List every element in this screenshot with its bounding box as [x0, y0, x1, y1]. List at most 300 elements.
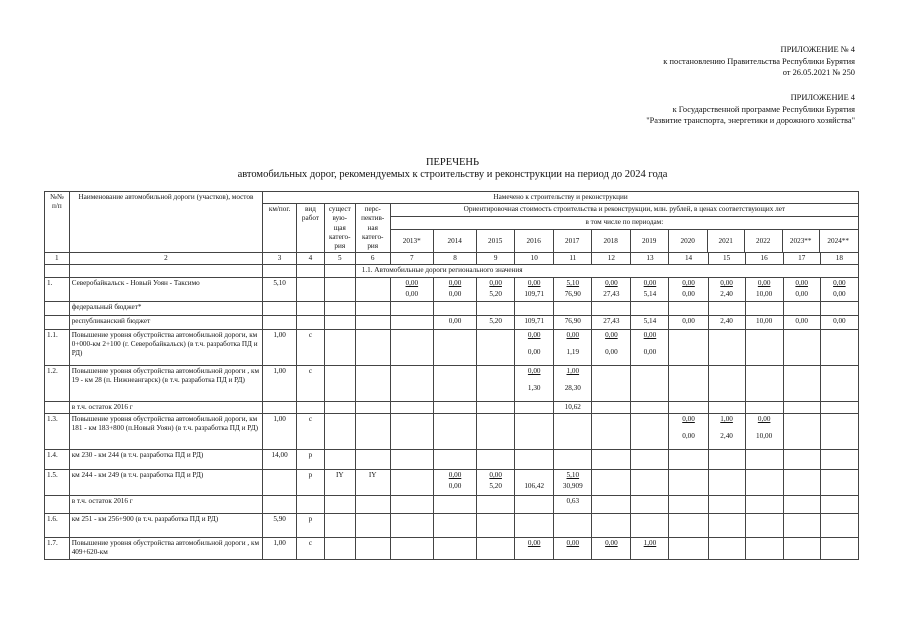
- value-bottom: 5,20: [489, 289, 502, 298]
- table-cell: [355, 413, 390, 449]
- year-header: 2024**: [827, 236, 849, 245]
- year-value: [477, 413, 515, 449]
- value-bottom: 76,90: [564, 289, 581, 298]
- year-value: [669, 413, 708, 449]
- table-cell: [355, 495, 390, 513]
- appendix-line: к постановлению Правительства Республики Бурятия: [663, 56, 855, 66]
- table-row-1-5-remainder: [45, 495, 859, 513]
- column-number: 4: [297, 253, 325, 265]
- year-value: 0,00: [554, 537, 592, 559]
- table-cell: [592, 401, 631, 413]
- table-row-1-4: [45, 449, 859, 469]
- year-value: [631, 277, 669, 301]
- value-top: 1,00: [566, 366, 580, 375]
- year-value: 109,71: [515, 315, 554, 329]
- year-value: [477, 469, 515, 495]
- row-num: 1.4.: [45, 449, 70, 469]
- year-value: [745, 469, 783, 495]
- row-work: с: [297, 365, 325, 401]
- table-cell: [324, 401, 355, 413]
- table-row-1-5: [45, 469, 859, 495]
- table-cell: [745, 401, 783, 413]
- table-cell: [433, 495, 476, 513]
- row-km: 14,00: [263, 449, 297, 469]
- row-work: р: [297, 469, 325, 495]
- table-cell: [297, 401, 325, 413]
- appendix-title: ПРИЛОЖЕНИЕ № 4: [780, 45, 855, 54]
- table-cell: [783, 301, 820, 315]
- row-cat-exist: IY: [324, 469, 355, 495]
- table-cell: [708, 495, 745, 513]
- table-cell: [45, 495, 70, 513]
- year-header: 2016: [515, 230, 554, 252]
- year-value: [669, 365, 708, 401]
- row-work: с: [297, 537, 325, 559]
- value-top: 0,00: [757, 414, 771, 423]
- row-km: 5,90: [263, 513, 297, 537]
- table-cell: [820, 495, 858, 513]
- year-value: 0,00: [592, 537, 631, 559]
- table-cell: [745, 301, 783, 315]
- year-value: [669, 277, 708, 301]
- year-value: 5,20: [477, 315, 515, 329]
- year-value: [783, 329, 820, 365]
- year-value: [820, 469, 858, 495]
- section-row: [45, 265, 859, 277]
- table-cell: [477, 495, 515, 513]
- row-work: р: [297, 513, 325, 537]
- table-row-1-3: [45, 413, 859, 449]
- table-cell: [324, 301, 355, 315]
- appendix-line: к Государственной программе Республики Бурятия: [672, 104, 855, 114]
- column-number: 11: [554, 253, 592, 265]
- table-cell: [631, 401, 669, 413]
- table-cell: [355, 537, 390, 559]
- table-cell: [631, 513, 669, 537]
- value-top: 0,00: [448, 470, 462, 479]
- row-name: Повышение уровня обустройства автомобильной дороги , км 409+620-км: [69, 537, 262, 559]
- row-cat-persp: IY: [355, 469, 390, 495]
- year-value: [631, 469, 669, 495]
- table-cell: [433, 401, 476, 413]
- table-cell: [820, 401, 858, 413]
- value-top: 0,00: [489, 470, 502, 479]
- row-name: Повышение уровня обустройства автомобильной дороги, км 181 - км 183+800 (п.Новый Уоян) (в т.ч. разработка ПД и РД): [69, 413, 262, 449]
- year-header: 2018: [592, 230, 631, 252]
- table-cell: [745, 513, 783, 537]
- row-num: 1.3.: [45, 413, 70, 449]
- value-top: [517, 471, 551, 480]
- table-cell: [554, 513, 592, 537]
- column-number: 1: [45, 253, 70, 265]
- year-header: 2014: [434, 230, 477, 252]
- row-name: Северобайкальск - Новый Уоян - Таксимо: [69, 277, 262, 301]
- table-cell: [263, 469, 297, 495]
- row-work: р: [297, 449, 325, 469]
- row-num: 1.2.: [45, 365, 70, 401]
- value-bottom: 30,909: [562, 482, 583, 491]
- row-name: км 251 - км 256+900 (в т.ч. разработка ПД и РД): [69, 513, 262, 537]
- row-num: 1.7.: [45, 537, 70, 559]
- year-header: 2021: [708, 230, 745, 252]
- year-value: [783, 469, 820, 495]
- table-cell: [515, 449, 554, 469]
- year-header: 2015: [477, 230, 515, 252]
- table-cell: [745, 495, 783, 513]
- table-cell: [477, 513, 515, 537]
- table-cell: [515, 301, 554, 315]
- year-value: [554, 413, 592, 449]
- table-cell: [263, 301, 297, 315]
- table-cell: [515, 513, 554, 537]
- year-header: 2022: [745, 230, 783, 252]
- table-row-1-2-remainder: [45, 401, 859, 413]
- table-cell: [324, 315, 355, 329]
- year-header: 2013*: [391, 230, 434, 252]
- year-value: [433, 365, 476, 401]
- col-header-num: №№ п/п: [45, 192, 70, 253]
- year-value: [592, 365, 631, 401]
- year-header: 2023**: [783, 230, 820, 252]
- col-header-periods-cell: [390, 216, 858, 252]
- year-value: [592, 413, 631, 449]
- roads-table: [44, 191, 859, 560]
- column-number: 13: [631, 253, 669, 265]
- value-top: 0,00: [682, 278, 695, 287]
- year-value: [592, 329, 631, 365]
- row-cat-exist: [324, 277, 355, 301]
- table-cell: [297, 495, 325, 513]
- year-value: [745, 329, 783, 365]
- row-name: республиканский бюджет: [69, 315, 262, 329]
- column-number: 5: [324, 253, 355, 265]
- value-bottom: 0,00: [643, 347, 657, 356]
- table-cell: [433, 537, 476, 559]
- table-cell: [783, 513, 820, 537]
- year-value: 0,63: [554, 495, 592, 513]
- column-number: 12: [592, 253, 631, 265]
- appendix-header-decree: [663, 44, 855, 79]
- row-km: 1,00: [263, 365, 297, 401]
- table-cell: [745, 449, 783, 469]
- row-name: км 244 - км 249 (в т.ч. разработка ПД и РД): [69, 469, 262, 495]
- row-work: с: [297, 329, 325, 365]
- year-value: [390, 315, 433, 329]
- value-bottom: 2,40: [720, 289, 733, 298]
- table-cell: [554, 301, 592, 315]
- table-cell: [783, 449, 820, 469]
- year-value: [477, 329, 515, 365]
- column-number: 3: [263, 253, 297, 265]
- value-bottom: 1,19: [566, 347, 580, 356]
- year-header: 2020: [669, 230, 708, 252]
- year-value: [820, 277, 858, 301]
- value-bottom: 0,00: [795, 289, 808, 298]
- year-value: [433, 413, 476, 449]
- year-value: [631, 365, 669, 401]
- table-row-1-6: [45, 513, 859, 537]
- value-bottom: 106,42: [524, 482, 545, 491]
- value-bottom: 0,00: [682, 432, 695, 441]
- value-top: 0,00: [605, 278, 618, 287]
- value-top: 0,00: [566, 330, 580, 339]
- row-km: 1,00: [263, 413, 297, 449]
- table-cell: [708, 301, 745, 315]
- value-top: 0,00: [605, 330, 618, 339]
- col-header-name: Наименование автомобильной дороги (участков), мостов: [69, 192, 262, 253]
- row-km: 1,00: [263, 537, 297, 559]
- year-header-row: [391, 230, 858, 252]
- table-cell: [708, 537, 745, 559]
- row-km: 1,00: [263, 329, 297, 365]
- column-number: 18: [820, 253, 858, 265]
- row-cat-persp: [355, 277, 390, 301]
- table-row-1-7: [45, 537, 859, 559]
- table-cell: [355, 401, 390, 413]
- year-value: [515, 329, 554, 365]
- year-value: [592, 469, 631, 495]
- value-bottom: 0,00: [527, 347, 541, 356]
- table-cell: [783, 495, 820, 513]
- value-bottom: 0,00: [448, 482, 462, 491]
- appendix-title: ПРИЛОЖЕНИЕ 4: [790, 93, 855, 102]
- col-header-planned: Намечено к строительству и реконструкции: [263, 192, 859, 204]
- year-value: [708, 277, 745, 301]
- year-value: [433, 329, 476, 365]
- value-bottom: 0,00: [405, 289, 419, 298]
- value-top: 0,00: [527, 366, 541, 375]
- year-value: [433, 277, 476, 301]
- table-cell: [324, 513, 355, 537]
- table-cell: [355, 329, 390, 365]
- year-value: [783, 413, 820, 449]
- year-value: 1,00: [631, 537, 669, 559]
- year-value: [631, 329, 669, 365]
- value-top: 0,00: [682, 414, 695, 423]
- year-value: [515, 413, 554, 449]
- value-top: 0,00: [405, 278, 419, 287]
- column-number: 16: [745, 253, 783, 265]
- table-cell: [355, 301, 390, 315]
- table-cell: [390, 495, 433, 513]
- document-subtitle: автомобильных дорог, рекомендуемых к строительству и реконструкции на период до 2024 года: [237, 169, 668, 180]
- table-cell: [592, 449, 631, 469]
- table-row-federal: [45, 301, 859, 315]
- header-row-1: [45, 192, 859, 204]
- col-header-category-existing: сущест вую- щая катего- рия: [324, 204, 355, 253]
- year-value: [820, 365, 858, 401]
- section-title: 1.1. Автомобильные дороги регионального значения: [355, 265, 858, 277]
- year-header: 2017: [554, 230, 592, 252]
- row-name: в т.ч. остаток 2016 г: [69, 401, 262, 413]
- table-cell: [477, 301, 515, 315]
- table-cell: [263, 495, 297, 513]
- table-cell: [390, 449, 433, 469]
- table-cell: [263, 401, 297, 413]
- value-bottom: 27,43: [603, 289, 620, 298]
- table-cell: [355, 315, 390, 329]
- row-name: Повышение уровня обустройства автомобильной дороги, км 0+000-км 2+100 (г. Северобайкальск) (в т.ч. разработка ПД и РД): [69, 329, 262, 365]
- table-cell: [515, 401, 554, 413]
- year-value: 0,00: [669, 315, 708, 329]
- value-top: 0,00: [527, 278, 541, 287]
- table-cell: [390, 401, 433, 413]
- table-cell: [433, 513, 476, 537]
- value-bottom: 2,40: [720, 432, 733, 441]
- table-cell: [477, 537, 515, 559]
- value-top: 0,00: [720, 278, 733, 287]
- table-cell: [477, 449, 515, 469]
- year-value: [515, 469, 554, 495]
- row-num: 1.: [45, 277, 70, 301]
- table-row-road: [45, 277, 859, 301]
- year-value: [390, 365, 433, 401]
- table-cell: [390, 537, 433, 559]
- col-header-km: км/пог.: [263, 204, 297, 253]
- value-bottom: 0,00: [682, 289, 695, 298]
- table-cell: [669, 449, 708, 469]
- year-value: [669, 329, 708, 365]
- table-cell: [669, 301, 708, 315]
- table-cell: [669, 401, 708, 413]
- value-bottom: 5,20: [489, 482, 502, 491]
- year-value: [477, 277, 515, 301]
- value-top: 0,00: [757, 278, 771, 287]
- year-value: [390, 469, 433, 495]
- table-cell: [297, 315, 325, 329]
- value-top: 0,00: [489, 278, 502, 287]
- year-value: [390, 413, 433, 449]
- table-row-1-2: [45, 365, 859, 401]
- row-work: [297, 277, 325, 301]
- table-cell: [745, 537, 783, 559]
- value-top: 0,00: [448, 278, 462, 287]
- year-value: 0,00: [820, 315, 858, 329]
- value-bottom: 1,30: [527, 383, 541, 392]
- table-cell: [355, 513, 390, 537]
- table-cell: [355, 449, 390, 469]
- year-value: [554, 329, 592, 365]
- table-cell: [324, 329, 355, 365]
- year-value: [745, 365, 783, 401]
- value-bottom: 0,00: [448, 289, 462, 298]
- year-header: 2019: [631, 230, 669, 252]
- value-top: 0,00: [795, 278, 808, 287]
- table-cell: [783, 537, 820, 559]
- column-number: 15: [708, 253, 745, 265]
- year-value: [477, 365, 515, 401]
- value-top: 5,10: [566, 278, 580, 287]
- table-cell: [390, 513, 433, 537]
- table-cell: [324, 413, 355, 449]
- table-cell: [263, 315, 297, 329]
- table-cell: [708, 513, 745, 537]
- table-cell: [45, 401, 70, 413]
- table-cell: [820, 513, 858, 537]
- year-value: [515, 365, 554, 401]
- row-num: 1.1.: [45, 329, 70, 365]
- table-cell: [820, 537, 858, 559]
- row-name: Повышение уровня обустройства автомобильной дороги , км 19 - км 28 (п. Нижнеангарск) (в т.ч. разработка ПД и РД): [69, 365, 262, 401]
- year-value: [745, 413, 783, 449]
- table-cell: [324, 537, 355, 559]
- col-header-periods: в том числе по периодам:: [391, 217, 858, 229]
- value-top: 0,00: [643, 278, 657, 287]
- table-cell: [45, 315, 70, 329]
- year-value: [669, 469, 708, 495]
- table-cell: [324, 449, 355, 469]
- year-value: [708, 469, 745, 495]
- row-name: км 230 - км 244 (в т.ч. разработка ПД и РД): [69, 449, 262, 469]
- year-value: [820, 329, 858, 365]
- year-value: [390, 329, 433, 365]
- year-value: [433, 469, 476, 495]
- year-value: [390, 277, 433, 301]
- table-row-1-1: [45, 329, 859, 365]
- year-value: 0,00: [783, 315, 820, 329]
- appendix-date: от 26.05.2021 № 250: [782, 68, 855, 77]
- year-value: 2,40: [708, 315, 745, 329]
- year-value: [820, 413, 858, 449]
- table-cell: [631, 301, 669, 315]
- value-top: 1,00: [720, 414, 733, 423]
- year-value: [554, 365, 592, 401]
- year-value: [783, 365, 820, 401]
- table-cell: [324, 365, 355, 401]
- year-value: 27,43: [592, 315, 631, 329]
- value-bottom: 0,00: [833, 289, 846, 298]
- table-cell: [390, 301, 433, 315]
- table-cell: [355, 365, 390, 401]
- row-km: 5,10: [263, 277, 297, 301]
- year-value: 10,62: [554, 401, 592, 413]
- table-cell: [820, 449, 858, 469]
- table-cell: [631, 449, 669, 469]
- year-value: [745, 277, 783, 301]
- row-name: в т.ч. остаток 2016 г: [69, 495, 262, 513]
- row-work: с: [297, 413, 325, 449]
- col-header-work: вид работ: [297, 204, 325, 253]
- value-top: 0,00: [527, 330, 541, 339]
- column-number-row: [45, 253, 859, 265]
- appendix-program-name: "Развитие транспорта, энергетики и дорожного хозяйства": [646, 116, 855, 125]
- year-value: [554, 469, 592, 495]
- row-num: 1.5.: [45, 469, 70, 495]
- table-row-republican: [45, 315, 859, 329]
- value-bottom: 0,00: [605, 347, 618, 356]
- value-bottom: 10,00: [756, 432, 773, 441]
- appendix-header-program: [646, 92, 855, 127]
- value-top: 0,00: [643, 330, 657, 339]
- value-bottom: 10,00: [756, 289, 773, 298]
- row-num: 1.6.: [45, 513, 70, 537]
- table-cell: [669, 537, 708, 559]
- table-cell: [45, 301, 70, 315]
- table-cell: [783, 401, 820, 413]
- year-value: [631, 413, 669, 449]
- col-header-cost: Ориентировочная стоимость строительства и реконструкции, млн. рублей, в ценах соответствующих лет: [390, 204, 858, 217]
- value-top: 5,10: [566, 470, 580, 479]
- table-cell: [592, 513, 631, 537]
- year-value: 0,00: [433, 315, 476, 329]
- year-value: 0,00: [515, 537, 554, 559]
- value-top: 0,00: [833, 278, 846, 287]
- column-number: 10: [515, 253, 554, 265]
- year-value: [515, 277, 554, 301]
- table-cell: [631, 495, 669, 513]
- value-bottom: 5,14: [643, 289, 657, 298]
- row-name: федеральный бюджет*: [69, 301, 262, 315]
